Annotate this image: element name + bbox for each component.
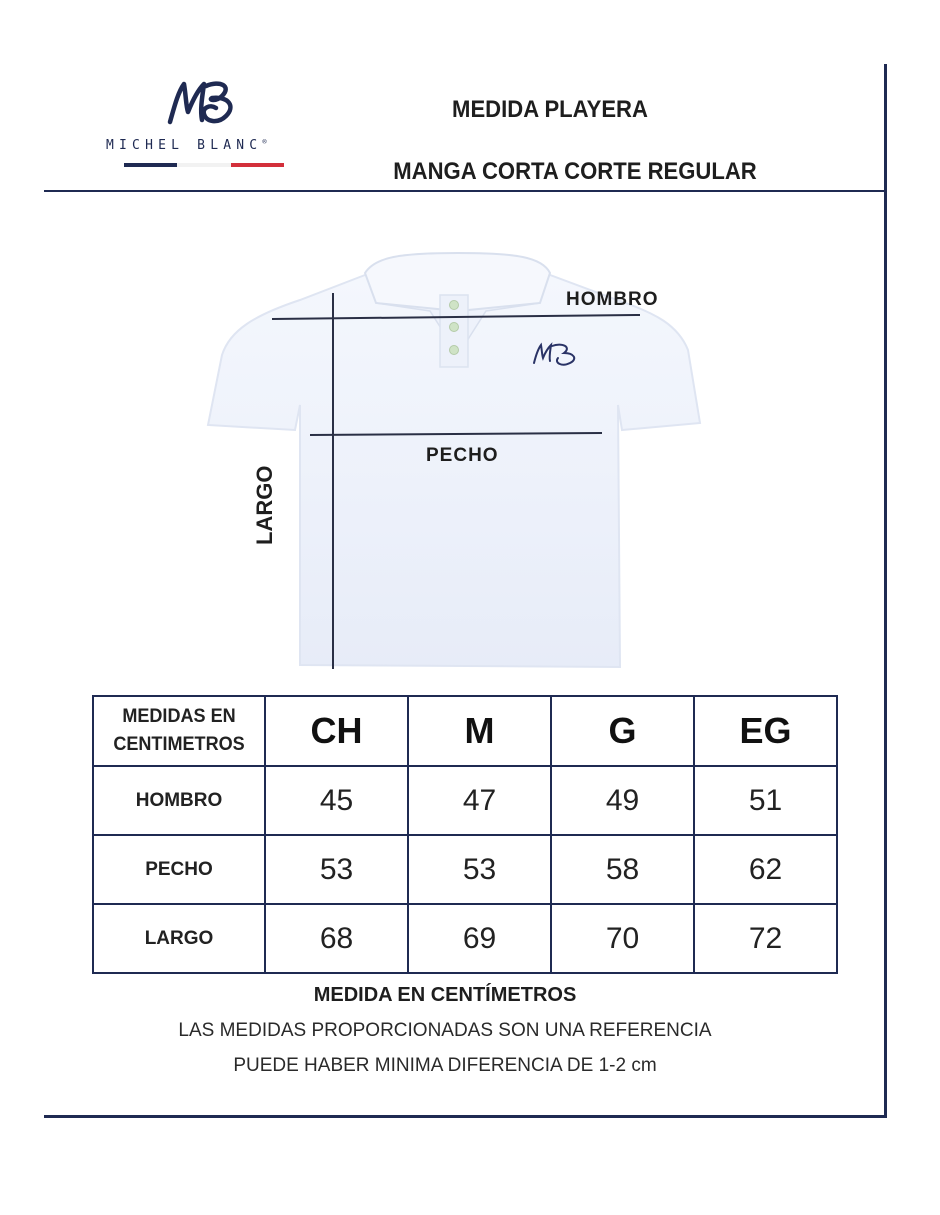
- table-cell: 72: [694, 904, 837, 973]
- chest-label: PECHO: [426, 445, 499, 466]
- notes-title: MEDIDA EN CENTÍMETROS: [313, 984, 577, 1006]
- table-cell: 51: [694, 766, 837, 835]
- table-header-row: [93, 696, 837, 766]
- table-row: [93, 835, 837, 904]
- table-cell: 53: [408, 835, 551, 904]
- table-corner-label: MEDIDAS EN CENTIMETROS: [97, 696, 260, 766]
- table-cell: 45: [265, 766, 408, 835]
- row-label-pecho: PECHO: [93, 835, 265, 904]
- shoulder-label: HOMBRO: [566, 289, 659, 310]
- row-label-hombro: HOMBRO: [93, 766, 265, 835]
- size-header-m: M: [408, 696, 551, 766]
- brand-flag-stripe: [124, 163, 284, 167]
- page-subtitle: MANGA CORTA CORTE REGULAR: [393, 158, 757, 185]
- notes-line-1: LAS MEDIDAS PROPORCIONADAS SON UNA REFERENCIA: [178, 1020, 712, 1041]
- size-table: [92, 695, 838, 974]
- header-divider: [44, 190, 887, 192]
- table-cell: 58: [551, 835, 694, 904]
- table-cell: 68: [265, 904, 408, 973]
- mb-monogram-icon: [162, 78, 242, 128]
- table-row: [93, 766, 837, 835]
- footer-divider: [44, 1115, 887, 1118]
- page-title: MEDIDA PLAYERA: [452, 96, 648, 123]
- table-cell: 62: [694, 835, 837, 904]
- table-row: [93, 904, 837, 973]
- length-label: LARGO: [252, 465, 277, 545]
- brand-logo: [100, 78, 310, 173]
- row-label-largo: LARGO: [93, 904, 265, 973]
- size-header-eg: EG: [694, 696, 837, 766]
- table-cell: 47: [408, 766, 551, 835]
- frame-right-line: [884, 64, 887, 1118]
- size-header-g: G: [551, 696, 694, 766]
- shirt-diagram: [200, 245, 720, 675]
- brand-name: MICHEL BLANC®: [106, 138, 267, 153]
- table-cell: 69: [408, 904, 551, 973]
- table-cell: 53: [265, 835, 408, 904]
- table-cell: 70: [551, 904, 694, 973]
- table-cell: 49: [551, 766, 694, 835]
- notes-line-2: PUEDE HABER MINIMA DIFERENCIA DE 1-2 cm: [233, 1055, 657, 1076]
- size-header-ch: CH: [265, 696, 408, 766]
